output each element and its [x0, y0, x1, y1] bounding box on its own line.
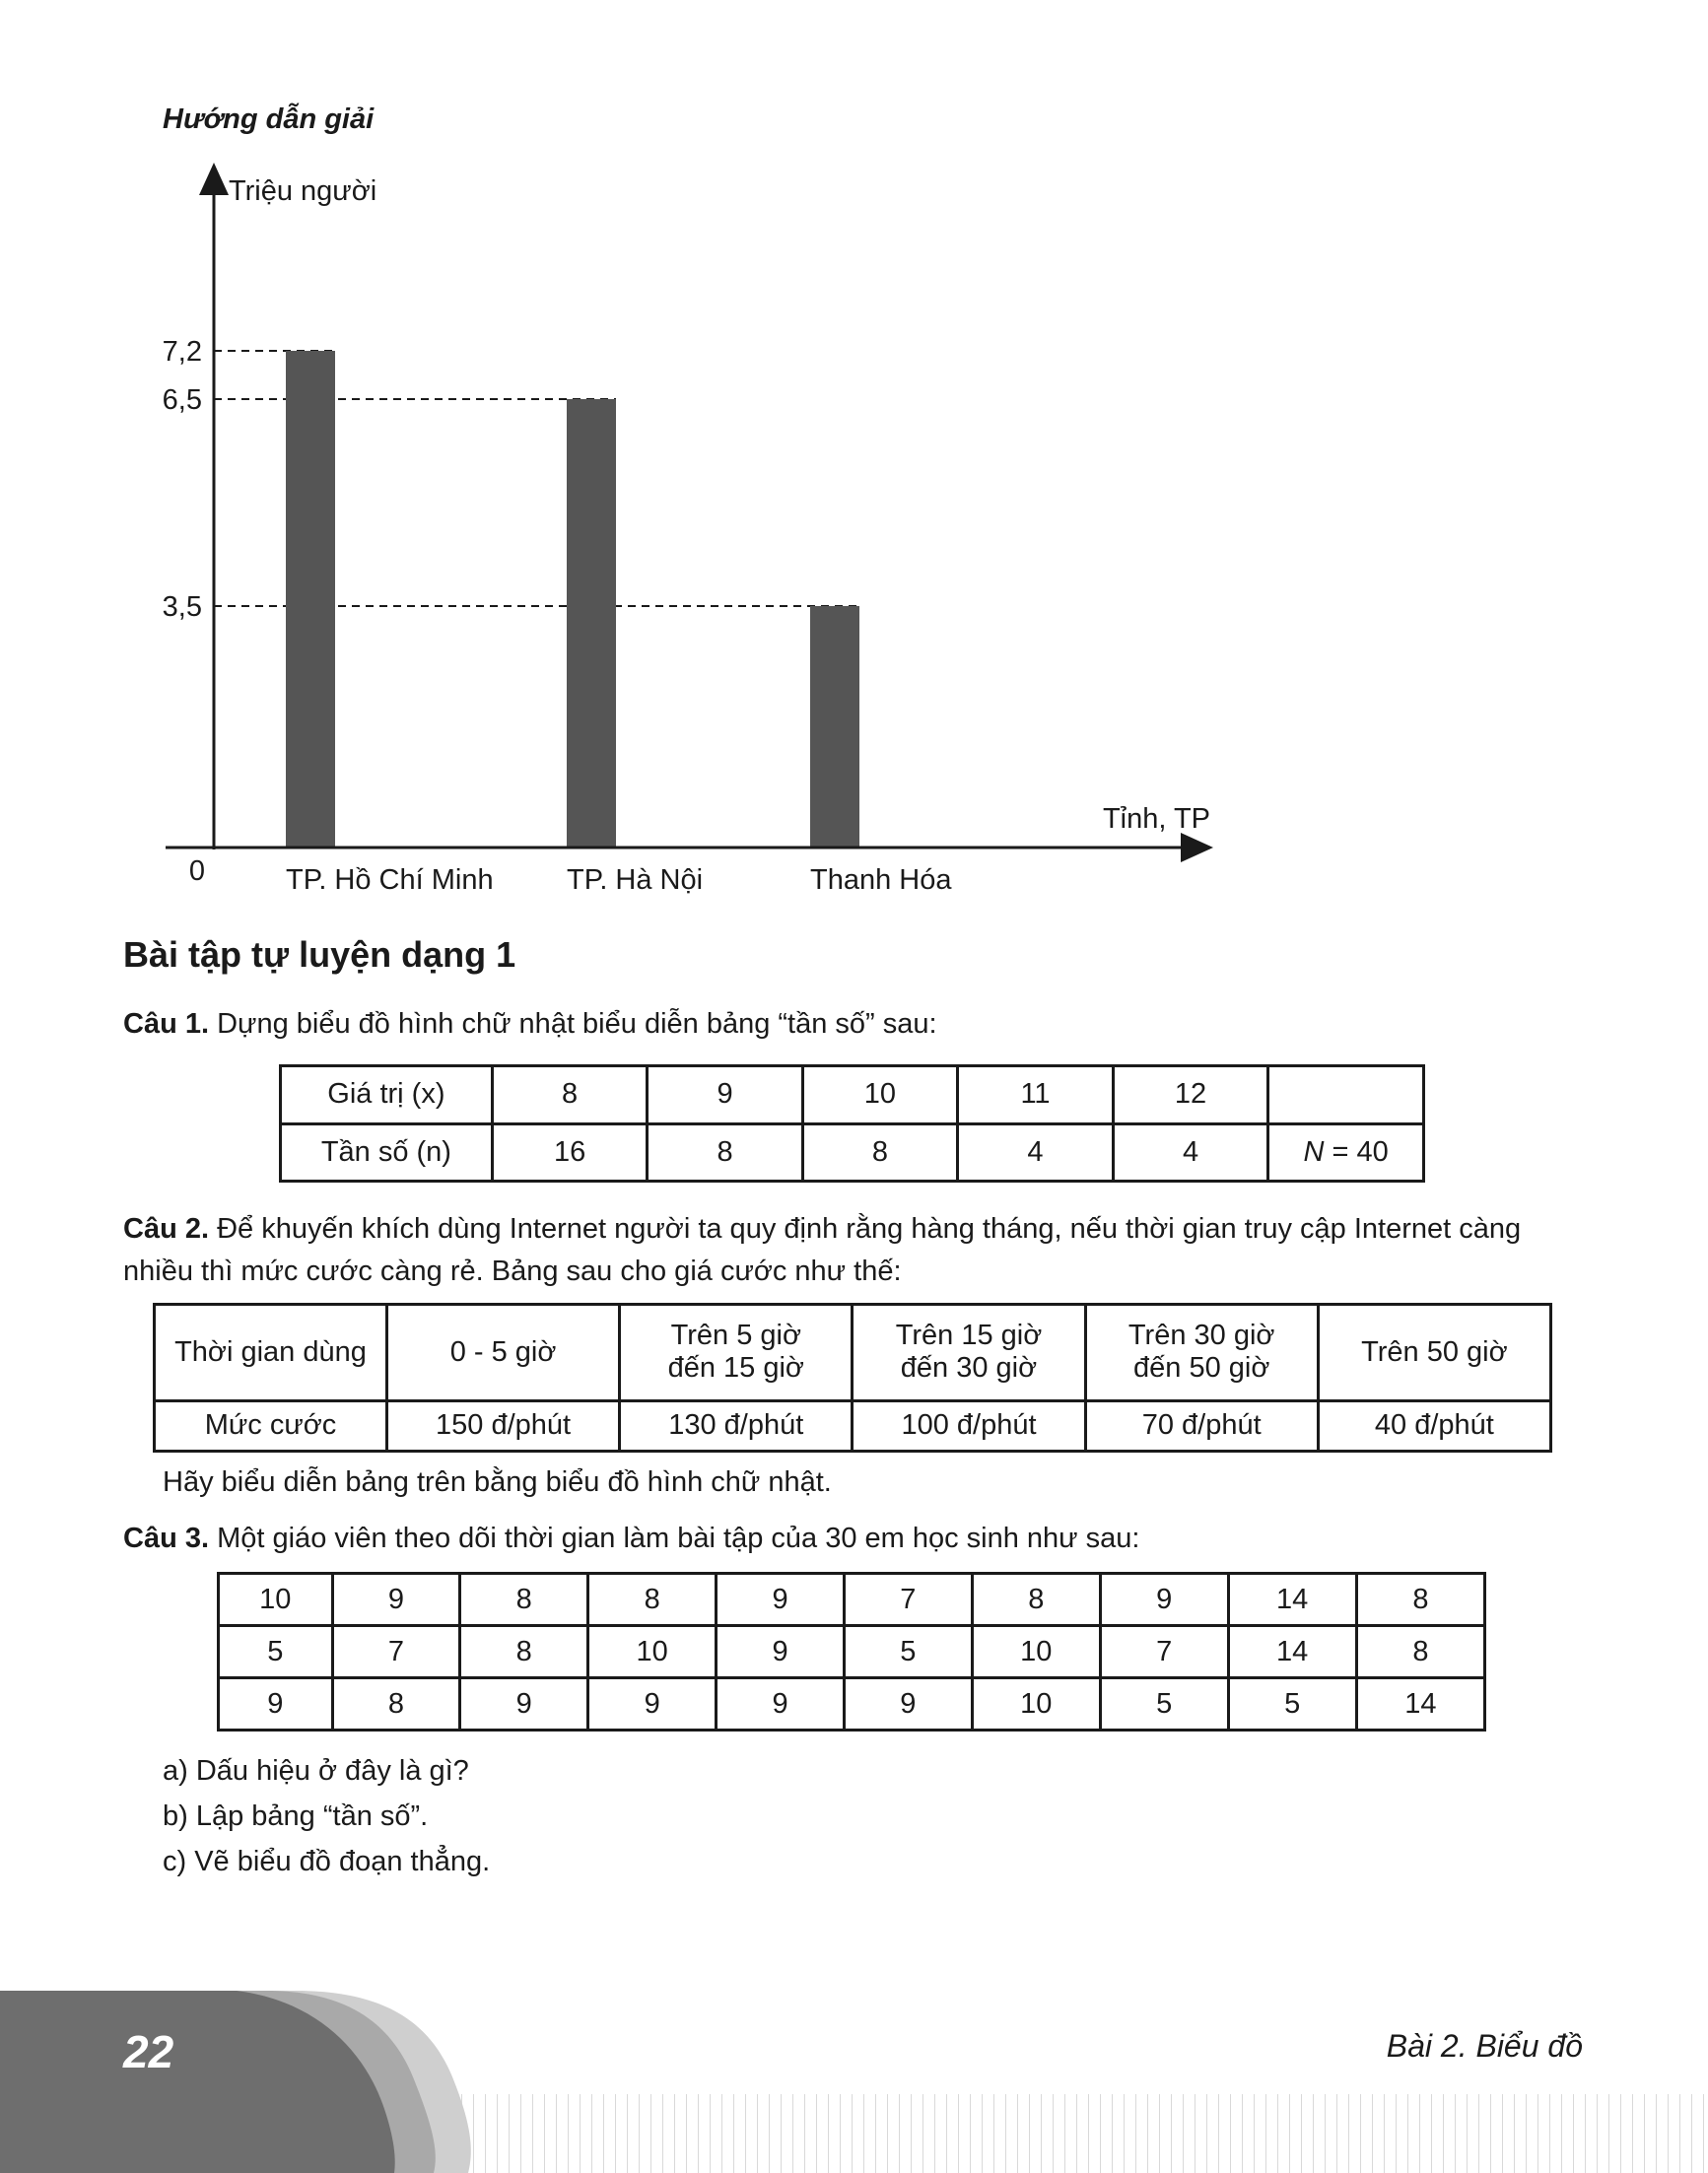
table-cell: 9 [844, 1678, 972, 1731]
table-cell: 150 đ/phút [386, 1400, 619, 1451]
table-cell: 0 - 5 giờ [386, 1305, 619, 1401]
table-cell: 14 [1356, 1678, 1484, 1731]
table-cell: 7 [332, 1626, 460, 1678]
table-cell: 10 [802, 1066, 958, 1124]
table-row [219, 1574, 1485, 1626]
table-cell: 9 [460, 1678, 588, 1731]
table-cell: 8 [492, 1066, 648, 1124]
table-cell: 14 [1228, 1574, 1356, 1626]
bar-0 [286, 351, 335, 848]
question-3-item-c: c) Vẽ biểu đồ đoạn thẳng. [163, 1846, 491, 1877]
table-cell: 7 [1100, 1626, 1228, 1678]
table-row [281, 1123, 1424, 1182]
bar-chart [0, 0, 1708, 917]
table-cell: 8 [460, 1574, 588, 1626]
bar-2 [810, 606, 859, 848]
table-cell: 10 [972, 1678, 1100, 1731]
price-table [153, 1303, 1552, 1453]
question-3-label: Câu 3. [123, 1523, 210, 1554]
question-3 [123, 1518, 1592, 1560]
table-cell: 8 [1356, 1626, 1484, 1678]
time-data-table [217, 1572, 1486, 1732]
table-cell: 8 [332, 1678, 460, 1731]
question-2-text: Để khuyến khích dùng Internet người ta quy định rằng hàng tháng, nếu thời gian truy cập Internet càng nhiều thì mức cước càng rẻ. Bảng sau cho giá cước như thế: [123, 1213, 1522, 1287]
table-row [219, 1678, 1485, 1731]
table-cell: 8 [802, 1123, 958, 1182]
table-cell: 4 [1113, 1123, 1268, 1182]
table-cell: 8 [460, 1626, 588, 1678]
guide-title: Hướng dẫn giải [163, 103, 375, 135]
table-cell: 8 [648, 1123, 802, 1182]
table-cell: 9 [648, 1066, 802, 1124]
table-cell: Mức cước [155, 1400, 387, 1451]
question-1-text: Dựng biểu đồ hình chữ nhật biểu diễn bảng “tần số” sau: [209, 1008, 937, 1040]
table-cell: 10 [219, 1574, 333, 1626]
table-cell: 40 đ/phút [1318, 1400, 1550, 1451]
y-tick-label-1: 6,5 [162, 384, 202, 416]
table-cell: 7 [844, 1574, 972, 1626]
table-cell: 8 [588, 1574, 717, 1626]
frequency-table [279, 1064, 1425, 1183]
table-cell: 5 [219, 1626, 333, 1678]
table-cell: 4 [958, 1123, 1114, 1182]
origin-label: 0 [188, 855, 205, 887]
table-cell: 100 đ/phút [853, 1400, 1085, 1451]
table-cell: 9 [588, 1678, 717, 1731]
table-row [281, 1066, 1424, 1124]
table-cell: 130 đ/phút [620, 1400, 853, 1451]
table-cell: Trên 30 giờ đến 50 giờ [1085, 1305, 1318, 1401]
table-cell: 9 [1100, 1574, 1228, 1626]
question-1 [123, 1003, 1592, 1046]
table-cell: Trên 15 giờ đến 30 giờ [853, 1305, 1085, 1401]
y-axis-label: Triệu người [229, 175, 377, 207]
table-cell: Tần số (n) [281, 1123, 493, 1182]
table-cell: 9 [219, 1678, 333, 1731]
table-cell: Trên 50 giờ [1318, 1305, 1550, 1401]
x-axis-label: Tỉnh, TP [1102, 803, 1210, 835]
table-cell: 5 [1228, 1678, 1356, 1731]
category-label-0: TP. Hồ Chí Minh [286, 864, 494, 896]
question-2-label: Câu 2. [123, 1213, 210, 1245]
table-cell: N = 40 [1268, 1123, 1424, 1182]
table-cell: 9 [717, 1678, 845, 1731]
table-cell: Trên 5 giờ đến 15 giờ [620, 1305, 853, 1401]
lesson-title: Bài 2. Biểu đồ [1386, 2028, 1583, 2064]
table-cell: 11 [958, 1066, 1114, 1124]
table-cell: 8 [1356, 1574, 1484, 1626]
table-cell: 10 [588, 1626, 717, 1678]
table-cell: Giá trị (x) [281, 1066, 493, 1124]
table-cell: 70 đ/phút [1085, 1400, 1318, 1451]
table-cell: 9 [332, 1574, 460, 1626]
question-2-instruction: Hãy biểu diễn bảng trên bằng biểu đồ hình chữ nhật. [163, 1466, 832, 1498]
table-cell: Thời gian dùng [155, 1305, 387, 1401]
table-cell: 14 [1228, 1626, 1356, 1678]
footer-decoration [0, 1991, 1708, 2173]
table-cell: 8 [972, 1574, 1100, 1626]
section-title: Bài tập tự luyện dạng 1 [123, 934, 516, 975]
table-row [219, 1626, 1485, 1678]
y-tick-label-0: 7,2 [162, 336, 202, 368]
table-row [155, 1305, 1551, 1401]
question-3-item-b: b) Lập bảng “tần số”. [163, 1800, 429, 1832]
table-cell: 5 [844, 1626, 972, 1678]
table-cell: 10 [972, 1626, 1100, 1678]
table-row [155, 1400, 1551, 1451]
y-tick-label-2: 3,5 [162, 591, 202, 623]
category-label-1: TP. Hà Nội [567, 864, 704, 896]
table-cell: 9 [717, 1574, 845, 1626]
table-cell: 9 [717, 1626, 845, 1678]
table-cell: 5 [1100, 1678, 1228, 1731]
table-cell: 16 [492, 1123, 648, 1182]
table-cell [1268, 1066, 1424, 1124]
question-2 [123, 1208, 1592, 1293]
question-3-text: Một giáo viên theo dõi thời gian làm bài tập của 30 em học sinh như sau: [209, 1523, 1140, 1554]
table-cell: 12 [1113, 1066, 1268, 1124]
bar-1 [567, 399, 616, 848]
page-number: 22 [123, 2026, 174, 2077]
category-label-2: Thanh Hóa [810, 864, 952, 896]
question-1-label: Câu 1. [123, 1008, 210, 1040]
question-3-item-a: a) Dấu hiệu ở đây là gì? [163, 1755, 469, 1787]
